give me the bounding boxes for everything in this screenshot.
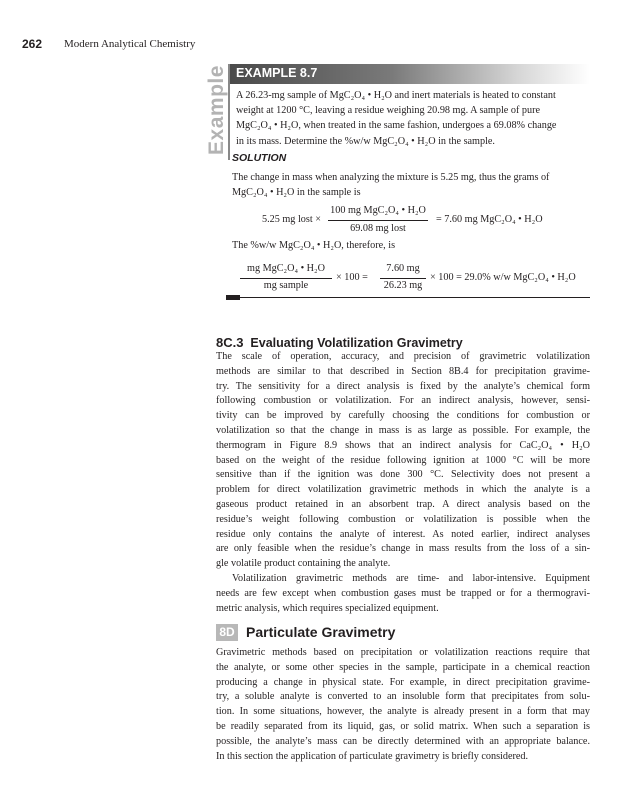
text-line: gle volatile product containing the analyte. <box>216 558 391 570</box>
eq2-right: × 100 = 29.0% w/w MgC₂O₄ • H₂O <box>430 272 576 283</box>
text-line: Gravimetric methods based on precipitation or volatilization reactions require that <box>216 647 590 658</box>
text-line: tion. In some situations, however, the analyte is already present in a form that may <box>216 706 590 718</box>
solution-heading: SOLUTION <box>232 152 287 164</box>
text-line: thermogram in Figure 8.9 shows that an indirect analysis for CaC₂O₄ • H₂O <box>216 439 590 451</box>
text-line: needs are few except when combustion gases must be trapped or for a thermogravi- <box>216 587 590 599</box>
text-line: methods are similar to that described in Section 8B.4 for precipitation gravime- <box>216 365 590 377</box>
between-line: The %w/w MgC₂O₄ • H₂O, therefore, is <box>232 240 396 251</box>
text-line: In this section the application of particulate gravimetry is briefly considered. <box>216 750 529 762</box>
running-title: Modern Analytical Chemistry <box>64 38 196 50</box>
eq1-right: = 7.60 mg MgC₂O₄ • H₂O <box>436 214 543 225</box>
text-line: the analyte, or some other species in the sample, participate in a chemical reaction <box>216 661 590 673</box>
eq2-numerator-2: 7.60 mg <box>386 263 420 274</box>
text-line: tivity can be improved by carefully choosing the conditions for combustion or <box>216 410 590 422</box>
solution-text <box>232 170 590 200</box>
problem-line: in its mass. Determine the %w/w MgC₂O₄ • H₂O in the sample. <box>236 135 495 147</box>
text-line: possible, the analyte’s mass can be directly determined with an appropriate balance. <box>216 735 590 747</box>
text-line: are only feasible when the residue’s change in mass results from the loss of a sin- <box>216 543 590 555</box>
text-line: try. The sensitivity for a direct analysis is fixed by the analyte’s chemical form <box>216 380 590 392</box>
section-number: 8C.3 <box>216 335 244 350</box>
problem-line: weight at 1200 °C, leaving a residue weighing 20.98 mg. A sample of pure <box>236 105 540 117</box>
section-8c3-paragraph-1 <box>216 350 590 616</box>
text-line: residue’s weight following combustion or volatilization is possible when the <box>216 513 590 525</box>
section-8d-paragraph <box>216 646 590 764</box>
problem-line: MgC₂O₄ • H₂O, when treated in the same fashion, undergoes a 69.08% change <box>236 120 557 132</box>
problem-line: A 26.23-mg sample of MgC₂O₄ • H₂O and inert materials is heated to constant <box>236 90 556 101</box>
section-title: Evaluating Volatilization Gravimetry <box>250 336 463 350</box>
eq2-numerator-1: mg MgC₂O₄ • H₂O <box>247 263 325 274</box>
eq1-fraction-bar <box>328 220 428 221</box>
text-line: following combustion or volatilization. For an indirect analysis, however, sensi- <box>216 395 590 407</box>
example-label: EXAMPLE 8.7 <box>236 66 318 80</box>
text-line: producing a change in physical state. For example, in direct precipitation gravime- <box>216 676 590 688</box>
eq1-left: 5.25 mg lost × <box>262 214 321 225</box>
eq2-fraction-bar-1 <box>240 278 332 279</box>
section-heading-8c3 <box>216 335 463 350</box>
eq2-fraction-bar-2 <box>380 278 426 279</box>
text-line: residue only contains the analyte of interest. As noted earlier, indirect analyses <box>216 528 590 540</box>
text-line: volatilization so that the change in mass is as large as possible. For example, the <box>216 424 590 436</box>
eq2-denominator-1: mg sample <box>263 280 309 291</box>
text-line: The scale of operation, accuracy, and precision of gravimetric volatilization <box>216 351 590 362</box>
example-problem <box>236 88 588 149</box>
eq2-middle: × 100 = <box>336 272 368 283</box>
example-side-label: Example <box>205 65 229 155</box>
text-line: try, a soluble analyte is converted to an insoluble form that precipitates from solu- <box>216 691 590 703</box>
text-line: be readily separated from its liquid, gas, or solid matrix. When such a separation is <box>216 720 590 732</box>
text-line: sensitive than if the ignition was done 300 °C. Selectivity does not present a <box>216 469 590 481</box>
text-line: Volatilization gravimetric methods are time- and labor-intensive. Equipment <box>232 572 590 584</box>
text-line: gaseous product retained in an absorbent trap. A direct analysis based on the <box>216 498 590 510</box>
example-end-rule <box>232 297 590 298</box>
section-8d-title: Particulate Gravimetry <box>246 624 396 640</box>
solution-line: MgC₂O₄ • H₂O in the sample is <box>232 187 361 199</box>
eq1-numerator: 100 mg MgC₂O₄ • H₂O <box>330 205 426 216</box>
page-number: 262 <box>22 37 43 51</box>
section-8d-badge: 8D <box>216 624 238 641</box>
between-text <box>232 238 590 253</box>
eq2-denominator-2: 26.23 mg <box>383 280 423 291</box>
text-line: problem for direct volatilization gravimetric methods in which the analyte is a <box>216 484 590 496</box>
eq1-denominator: 69.08 mg lost <box>350 223 406 234</box>
text-line: based on the weight of the residue following ignition at 1000 °C will be more <box>216 454 590 466</box>
text-line: metric analysis, which requires specialized equipment. <box>216 602 439 614</box>
solution-line: The change in mass when analyzing the mixture is 5.25 mg, thus the grams of <box>232 172 550 183</box>
